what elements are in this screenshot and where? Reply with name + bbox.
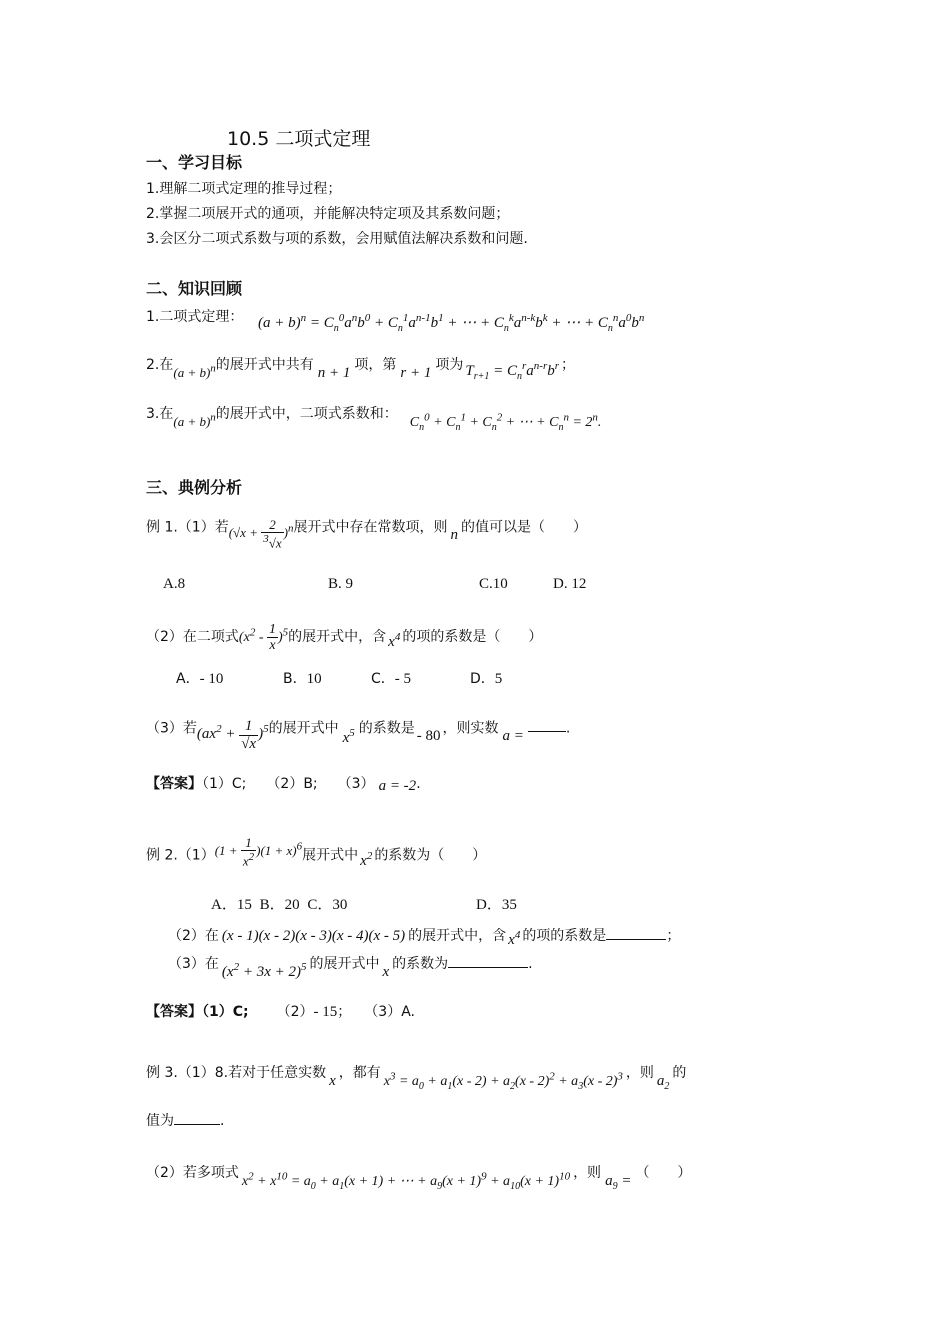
review-3: 3.在$(a + b)^n$的展开式中，二项式系数和：$C_n^0 + C_n^1 + C_n^2$ + ⋯ + $C_n^n = 2^n$.: [146, 406, 602, 433]
section-heading-examples: 三、典例分析: [146, 478, 243, 497]
binomial-theorem-formula: $(a + b)^n = C_n^0a^nb^0 + C_n^1a^{n-1}b^1$ + ⋯ + $C_n^ka^{n-k}b^k$ + ⋯ + $C_n^na^0b^n$: [258, 312, 645, 334]
review-2: 2.在$(a + b)^n$的展开式中共有 n + 1 项，第 r + 1 项为 $T_{r+1} = C_n^ra^{n-r}b^r$ ；: [146, 357, 576, 382]
review-1-label: 1.二项式定理：: [146, 309, 244, 325]
example1-q2-option-d[interactable]: D．5: [470, 671, 503, 687]
example2-q3: （3）在 $(x^2 + 3x + 2)^5$ 的展开式中 x 的系数为 .: [168, 953, 533, 973]
example1-answer: 【答案】（1）C; （2）B; （3） a = -2.: [146, 776, 421, 794]
example1-q2-option-c[interactable]: C．- 5: [371, 671, 412, 687]
example2-q1-option-d[interactable]: D．35: [476, 897, 517, 913]
goal-item-3: 3.会区分二项式系数与项的系数，会用赋值法解决系数和问题.: [146, 231, 528, 247]
example1-q3: （3）若($ax^2$ + $\frac{1}{√x}$ )$^5$的展开式中$x^5$ 的系数是 - 80 ，则实数 a = .: [146, 718, 571, 752]
example2-answer: 【答案】（1）C; （2）- 15； （3）A.: [146, 1004, 415, 1020]
example3-q1: 例 3.（1）8.若对于任意实数 x ，都有$x^3 = a_0 + a_1(x - 2) + a_2(x - 2)^2 + a_3(x - 2)^3$ ，则 $a_2$的: [146, 1065, 687, 1092]
example2-q1-options[interactable]: A．15 B．20 C．30: [211, 897, 348, 913]
example2-q1: 例 2.（1）(1 + $\frac{1}{x^2}$ )$(1 + x)^6$展开式中 $x^2$ 的系数为（ ）: [146, 835, 487, 870]
example1-q2: （2）在二项式($x^2$ - $\frac{1}{x}$ )$^5$的展开式中，含 $x^4$ 的项的系数是（ ）: [146, 622, 543, 654]
example1-q1: 例 1.（1）若(√x + $\frac{2}{^3√x}$ )$^n$展开式中存在常数项，则 n 的值可以是（ ）: [146, 517, 587, 551]
example1-q1-option-b[interactable]: B. 9: [328, 576, 354, 592]
example1-q1-option-a[interactable]: A.8: [163, 576, 186, 592]
example1-q2-option-a[interactable]: A．- 10: [176, 671, 224, 687]
example1-q2-option-b[interactable]: B．10: [283, 671, 322, 687]
example2-q2: （2）在 (x - 1)(x - 2)(x - 3)(x - 4)(x - 5) 的展开式中，含 $x^4$ 的项的系数是 ；: [168, 925, 680, 945]
goal-item-2: 2.掌握二项展开式的通项，并能解决特定项及其系数问题；: [146, 206, 510, 222]
example3-q2: （2）若多项式$x^2 + x^{10} = a_0 + a_1(x + 1)$ + ⋯ + $a_9(x + 1)^9 + a_{10}(x + 1)^{10}$ ，则 $a_9$ = （ ）: [146, 1165, 692, 1192]
goal-item-1: 1.理解二项式定理的推导过程；: [146, 181, 342, 197]
example1-q1-option-c[interactable]: C.10: [479, 576, 508, 592]
section-heading-review: 二、知识回顾: [146, 279, 243, 298]
example1-q1-option-d[interactable]: D. 12: [553, 576, 587, 592]
example3-q1-tail: 值为 .: [146, 1110, 224, 1130]
page-title: 10.5 二项式定理: [227, 128, 371, 150]
section-heading-goals: 一、学习目标: [146, 153, 243, 172]
